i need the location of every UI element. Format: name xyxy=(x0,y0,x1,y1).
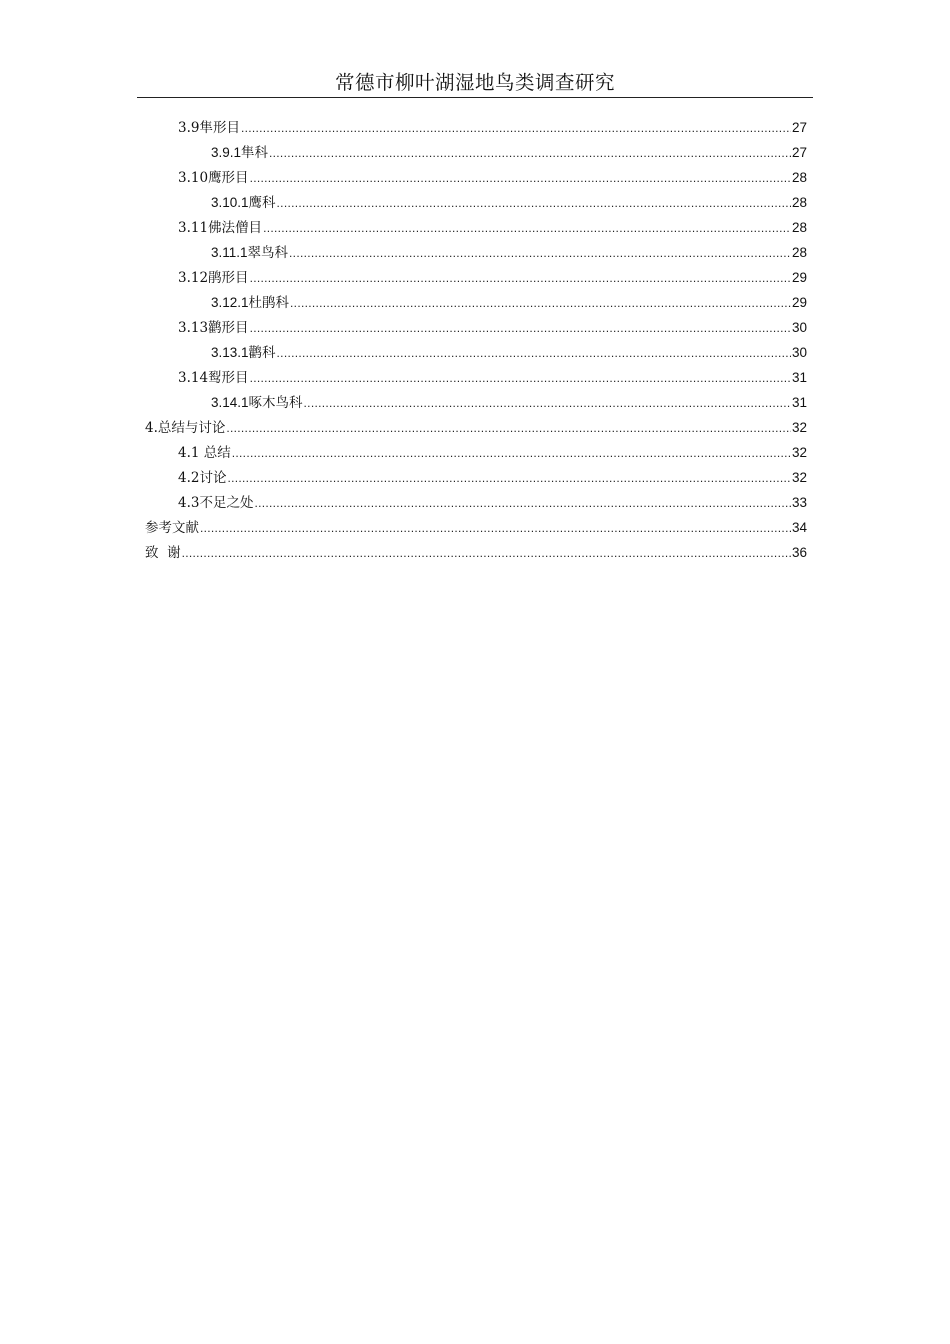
toc-entry-number: 3.11.1 xyxy=(211,245,248,260)
toc-entry-title: 杜鹃科 xyxy=(248,295,290,311)
toc-dot-leader xyxy=(250,266,791,291)
toc-entry-title: 隼科 xyxy=(241,145,269,161)
toc-dot-leader xyxy=(250,366,791,391)
toc-entry[interactable] xyxy=(178,365,807,390)
toc-entry-number: 3.10.1 xyxy=(211,195,249,210)
toc-entry-label xyxy=(178,216,262,241)
toc-entry-label xyxy=(211,140,268,166)
toc-entry-page-number: 34 xyxy=(791,520,807,535)
toc-entry-title: 隼形目 xyxy=(199,120,240,136)
toc-entry-number: 3.12 xyxy=(178,270,209,286)
toc-entry-label xyxy=(145,516,199,541)
toc-dot-leader xyxy=(200,516,791,541)
toc-entry[interactable] xyxy=(211,240,807,265)
toc-entry-label xyxy=(178,466,226,491)
toc-entry-number: 4.1 xyxy=(178,445,200,461)
toc-entry-page-number: 27 xyxy=(791,120,807,135)
toc-entry-label xyxy=(178,116,240,141)
toc-dot-leader xyxy=(277,191,791,216)
toc-entry-label xyxy=(178,316,249,341)
toc-entry-label xyxy=(211,290,289,316)
toc-entry[interactable] xyxy=(145,540,807,565)
toc-entry-number: 3.11 xyxy=(178,220,209,236)
toc-entry[interactable] xyxy=(211,390,807,415)
toc-entry-label xyxy=(178,491,253,516)
toc-entry-number: 4.2 xyxy=(178,470,200,486)
toc-entry[interactable] xyxy=(145,515,807,540)
toc-entry-title: 致 谢 xyxy=(145,545,181,561)
toc-entry-title: 䴕形目 xyxy=(208,370,249,386)
toc-entry-title: 鹳形目 xyxy=(208,320,249,336)
toc-entry[interactable] xyxy=(211,290,807,315)
toc-entry-page-number: 29 xyxy=(791,270,807,285)
toc-entry-title: 不足之处 xyxy=(199,495,254,511)
toc-dot-leader xyxy=(254,491,790,516)
toc-entry-title: 翠鸟科 xyxy=(247,245,289,261)
toc-dot-leader xyxy=(226,416,791,441)
toc-entry-number: 3.9.1 xyxy=(211,145,242,160)
toc-entry-number: 3.9 xyxy=(178,120,200,136)
toc-dot-leader xyxy=(241,116,791,141)
toc-entry[interactable] xyxy=(178,490,807,515)
toc-entry[interactable] xyxy=(211,190,807,215)
toc-entry-page-number: 28 xyxy=(791,245,807,260)
toc-entry-number: 4.3 xyxy=(178,495,200,511)
page-header-title: 常德市柳叶湖湿地鸟类调查研究 xyxy=(334,71,615,94)
toc-dot-leader xyxy=(227,466,790,491)
toc-entry[interactable] xyxy=(178,440,807,465)
toc-dot-leader xyxy=(182,541,791,566)
toc-entry[interactable] xyxy=(178,165,807,190)
toc-entry-page-number: 30 xyxy=(791,345,807,360)
toc-entry-title: 佛法僧目 xyxy=(208,220,263,236)
toc-dot-leader xyxy=(263,216,791,241)
toc-entry-page-number: 28 xyxy=(791,220,807,235)
toc-entry-label xyxy=(211,240,288,266)
toc-entry-number: 3.12.1 xyxy=(211,295,249,310)
toc-entry[interactable] xyxy=(178,265,807,290)
toc-dot-leader xyxy=(289,241,791,266)
toc-entry-number: 3.14 xyxy=(178,370,209,386)
toc-entry-title: 参考文献 xyxy=(145,520,199,536)
toc-entry-number: 3.10 xyxy=(178,170,209,186)
toc-dot-leader xyxy=(250,166,791,191)
toc-entry-title: 鹰科 xyxy=(248,195,276,211)
toc-dot-leader xyxy=(277,341,791,366)
toc-entry-label xyxy=(178,441,231,466)
toc-entry-title: 鹳科 xyxy=(248,345,276,361)
toc-entry-label xyxy=(211,390,303,416)
toc-entry-title: 总结 xyxy=(199,445,231,461)
toc-entry-number: 4. xyxy=(145,420,158,436)
toc-entry[interactable] xyxy=(211,140,807,165)
toc-entry-title: 总结与讨论 xyxy=(157,420,226,436)
toc-dot-leader xyxy=(250,316,791,341)
toc-entry-label xyxy=(178,166,249,191)
toc-entry-label xyxy=(211,190,276,216)
toc-entry[interactable] xyxy=(178,215,807,240)
toc-entry-page-number: 28 xyxy=(791,195,807,210)
toc-entry-page-number: 31 xyxy=(791,370,807,385)
toc-entry-page-number: 29 xyxy=(791,295,807,310)
toc-entry-page-number: 30 xyxy=(791,320,807,335)
toc-dot-leader xyxy=(269,141,791,166)
toc-entry-label xyxy=(178,366,249,391)
toc-entry[interactable] xyxy=(145,415,807,440)
toc-entry-number: 3.14.1 xyxy=(211,395,249,410)
toc-dot-leader xyxy=(290,291,791,316)
toc-entry-number: 3.13.1 xyxy=(211,345,249,360)
toc-entry-page-number: 32 xyxy=(791,445,807,460)
toc-entry-label xyxy=(145,541,181,566)
toc-entry-page-number: 28 xyxy=(791,170,807,185)
toc-entry-title: 鹃形目 xyxy=(208,270,249,286)
toc-entry[interactable] xyxy=(178,315,807,340)
toc-entry-page-number: 36 xyxy=(791,545,807,560)
toc-entry-page-number: 27 xyxy=(791,145,807,160)
toc-entry-number: 3.13 xyxy=(178,320,209,336)
toc-entry-label xyxy=(145,416,225,441)
toc-entry-label xyxy=(211,340,276,366)
toc-entry-title: 鹰形目 xyxy=(208,170,249,186)
toc-entry-page-number: 32 xyxy=(791,470,807,485)
toc-entry-label xyxy=(178,266,249,291)
toc-entry[interactable] xyxy=(211,340,807,365)
toc-dot-leader xyxy=(304,391,791,416)
toc-entry-title: 啄木鸟科 xyxy=(248,395,303,411)
toc-entry-page-number: 31 xyxy=(791,395,807,410)
toc-dot-leader xyxy=(232,441,791,466)
toc-entry-page-number: 33 xyxy=(791,495,807,510)
header-rule xyxy=(137,97,813,98)
toc-entry-page-number: 32 xyxy=(791,420,807,435)
toc-entry-title: 讨论 xyxy=(199,470,227,486)
toc-entry[interactable] xyxy=(178,115,807,140)
toc-entry[interactable] xyxy=(178,465,807,490)
